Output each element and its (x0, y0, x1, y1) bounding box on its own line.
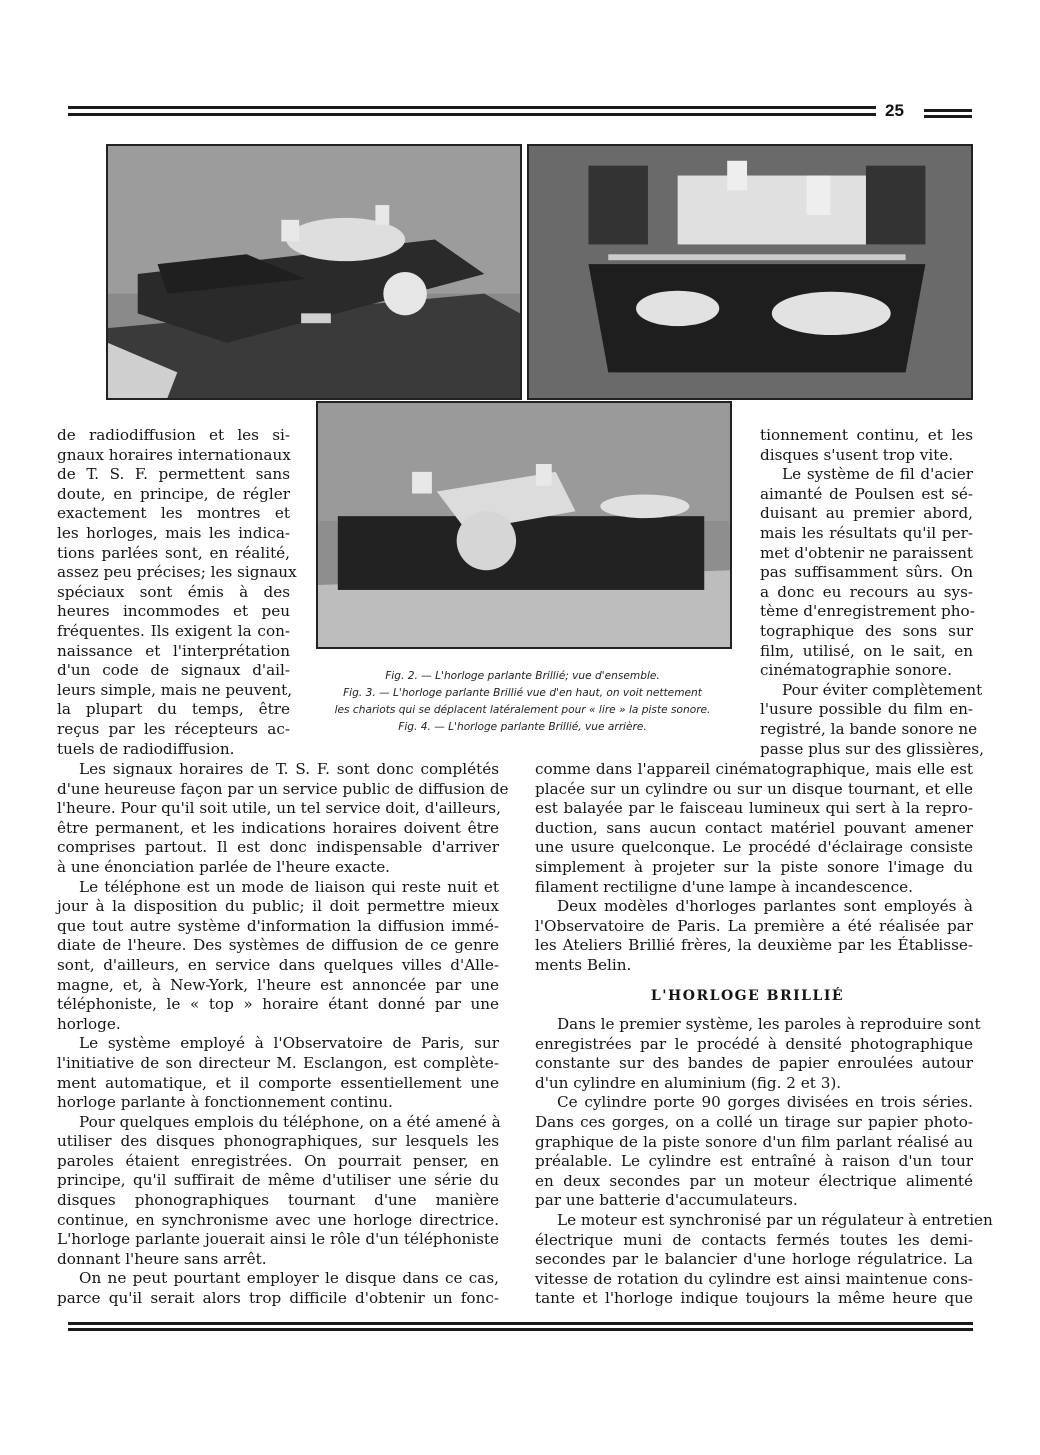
figure-captions (300, 668, 745, 736)
text-line: heures incommodes et peu (57, 602, 290, 621)
text-line: Pour éviter complètement (782, 680, 983, 699)
text-line: pas suffisamment sûrs. On (760, 563, 973, 582)
caption-fig-2: Fig. 2. — L'horloge parlante Brillié; vue d'ensemble. (385, 670, 660, 682)
text-line: les horloges, mais les indica- (57, 523, 290, 542)
text-line: par une batterie d'accumulateurs. (535, 1191, 798, 1210)
figure-3-image (529, 146, 971, 398)
text-line: On ne peut pourtant employer le disque dans ce cas, (79, 1269, 499, 1288)
text-line: placée sur un cylindre ou sur un disque tournant, et elle (535, 779, 973, 798)
right-column-top (535, 760, 973, 976)
text-line: simplement à projeter sur la piste sonore l'image du (535, 857, 973, 876)
text-line: Le téléphone est un mode de liaison qui reste nuit et (79, 877, 499, 896)
text-line: duction, sans aucun contact matériel pouvant amener (535, 818, 973, 837)
text-line: reçus par les récepteurs ac- (57, 719, 290, 738)
text-line: film, utilisé, on le sait, en (760, 641, 973, 660)
text-line: l'Observatoire de Paris. La première a été réalisée par (535, 916, 973, 935)
right-narrow-column (760, 426, 984, 759)
text-line: la plupart du temps, être (57, 700, 290, 719)
text-line: diate de l'heure. Des systèmes de diffusion de ce genre (57, 936, 499, 955)
text-line: enregistrées par le procédé à densité photographique (535, 1034, 973, 1053)
text-line: Dans le premier système, les paroles à reproduire sont (557, 1015, 981, 1033)
footer-rule-bottom (68, 1328, 973, 1331)
text-line: tographique des sons sur (760, 621, 973, 640)
text-line: est balayée par le faisceau lumineux qui sert à la repro- (535, 799, 973, 818)
text-line: l'initiative de son directeur M. Esclangon, est complète- (57, 1053, 499, 1072)
text-line: sont, d'ailleurs, en service dans quelques villes d'Alle- (57, 955, 499, 974)
text-line: en deux secondes par un moteur électrique alimenté (535, 1171, 973, 1190)
text-line: l'usure possible du film en- (760, 700, 973, 719)
text-line: spéciaux sont émis à des (57, 582, 290, 601)
text-line: aimanté de Poulsen est sé- (760, 484, 973, 503)
text-line: électrique muni de contacts fermés toutes les demi- (535, 1230, 973, 1249)
figure-2-image (108, 146, 520, 398)
text-line: Le système employé à l'Observatoire de Paris, sur (79, 1034, 499, 1053)
text-line: met d'obtenir ne paraissent (760, 543, 973, 562)
text-line: tème d'enregistrement pho- (760, 602, 975, 621)
text-line: que tout autre système d'information la diffusion immé- (57, 916, 499, 935)
text-line: Le moteur est synchronisé par un régulateur à entretien (557, 1210, 993, 1229)
text-line: a donc eu recours au sys- (760, 582, 973, 601)
text-line: tante et l'horloge indique toujours la même heure que (535, 1289, 973, 1308)
text-line: tuels de radiodiffusion. (57, 739, 235, 758)
text-line: préalable. Le cylindre est entraîné à raison d'un tour (535, 1152, 973, 1171)
caption-fig-3-line-2: les chariots qui se déplacent latéralement pour « lire » la piste sonore. (334, 704, 711, 716)
text-line: une usure quelconque. Le procédé d'éclairage consiste (535, 838, 973, 857)
text-line: de radiodiffusion et les si- (57, 426, 290, 444)
text-line: principe, qu'il suffirait de même d'utiliser une série du (57, 1171, 499, 1190)
text-line: Pour quelques emplois du téléphone, on a été amené à (79, 1112, 501, 1131)
figure-2-photo (106, 144, 522, 400)
text-line: vitesse de rotation du cylindre est ainsi maintenue cons- (535, 1269, 973, 1288)
text-line: doute, en principe, de régler (57, 484, 290, 503)
header-rule-top (68, 106, 876, 109)
text-line: graphique de la piste sonore d'un film parlant réalisé au (535, 1132, 973, 1151)
text-line: parce qu'il serait alors trop difficile d'obtenir un fonc- (57, 1289, 499, 1308)
text-line: mais les résultats qu'il per- (760, 523, 973, 542)
page-number: 25 (885, 101, 904, 120)
text-line: filament rectiligne d'une lampe à incandescence. (535, 877, 913, 896)
text-line: de T. S. F. permettent sans (57, 465, 290, 484)
text-line: Les signaux horaires de T. S. F. sont donc complétés (79, 760, 499, 778)
text-line: fréquentes. Ils exigent la con- (57, 621, 290, 640)
text-line: comprises partout. Il est donc indispensable d'arriver (57, 838, 499, 857)
text-line: assez peu précises; les signaux (57, 563, 297, 582)
text-line: comme dans l'appareil cinématographique, mais elle est (535, 760, 973, 778)
figure-4-image (318, 403, 730, 647)
text-line: utiliser des disques phonographiques, sur lesquels les (57, 1132, 499, 1151)
text-line: tions parlées sont, en réalité, (57, 543, 290, 562)
footer-rule-top (68, 1322, 973, 1325)
text-line: L'horloge parlante jouerait ainsi le rôle d'un téléphoniste (57, 1230, 499, 1249)
header-rule-right-bottom (924, 115, 972, 118)
figure-3-photo (527, 144, 973, 400)
text-line: jour à la disposition du public; il doit permettre mieux (57, 897, 499, 916)
text-line: disques s'usent trop vite. (760, 445, 954, 464)
text-line: constante sur des bandes de papier enroulées autour (535, 1054, 973, 1073)
text-line: paroles étaient enregistrées. On pourrait penser, en (57, 1151, 499, 1170)
text-line: ment automatique, et il comporte essentiellement une (57, 1073, 499, 1092)
text-line: tionnement continu, et les (760, 426, 973, 444)
text-line: d'un code de signaux d'ail- (57, 661, 290, 680)
text-line: ments Belin. (535, 955, 632, 974)
text-line: leurs simple, mais ne peuvent, (57, 680, 293, 699)
text-line: donnant l'heure sans arrêt. (57, 1249, 267, 1268)
text-line: registré, la bande sonore ne (760, 719, 978, 738)
text-line: naissance et l'interprétation (57, 641, 290, 660)
text-line: téléphoniste, le « top » horaire étant donné par une (57, 995, 499, 1014)
text-line: duisant au premier abord, (760, 504, 973, 523)
section-heading: L'HORLOGE BRILLIÉ (650, 988, 845, 1004)
header-rule-right-top (924, 109, 972, 112)
right-column-bottom (535, 1015, 993, 1309)
caption-fig-3-line-1: Fig. 3. — L'horloge parlante Brillié vue d'en haut, on voit nettement (343, 687, 702, 699)
text-line: être permanent, et les indications horaires doivent être (57, 818, 499, 837)
header-rule-bottom (68, 113, 876, 116)
text-line: continue, en synchronisme avec une horloge directrice. (57, 1210, 499, 1229)
text-line: d'une heureuse façon par un service public de diffusion de (57, 779, 509, 798)
text-line: Deux modèles d'horloges parlantes sont employés à (557, 897, 973, 916)
text-line: exactement les montres et (57, 504, 290, 523)
text-line: horloge. (57, 1014, 121, 1033)
text-line: passe plus sur des glissières, (760, 739, 984, 758)
left-column (57, 760, 509, 1309)
text-line: l'heure. Pour qu'il soit utile, un tel service doit, d'ailleurs, (57, 799, 501, 818)
text-line: Le système de fil d'acier (782, 465, 973, 484)
text-line: d'un cylindre en aluminium (fig. 2 et 3). (535, 1073, 842, 1092)
text-line: gnaux horaires internationaux (57, 445, 291, 464)
text-line: Dans ces gorges, on a collé un tirage sur papier photo- (535, 1112, 973, 1131)
caption-fig-4: Fig. 4. — L'horloge parlante Brillié, vue arrière. (398, 721, 647, 733)
text-line: les Ateliers Brillié frères, la deuxième par les Établisse- (535, 936, 973, 955)
figure-4-photo (316, 401, 732, 649)
text-line: secondes par le balancier d'une horloge régulatrice. La (535, 1250, 973, 1269)
text-line: cinématographie sonore. (760, 661, 952, 680)
text-line: à une énonciation parlée de l'heure exacte. (57, 857, 391, 876)
left-narrow-column (57, 426, 297, 759)
text-line: magne, et, à New-York, l'heure est annoncée par une (57, 975, 499, 994)
text-line: horloge parlante à fonctionnement continu. (57, 1093, 393, 1112)
text-line: Ce cylindre porte 90 gorges divisées en trois séries. (557, 1093, 973, 1112)
text-line: disques phonographiques tournant d'une manière (57, 1191, 499, 1210)
